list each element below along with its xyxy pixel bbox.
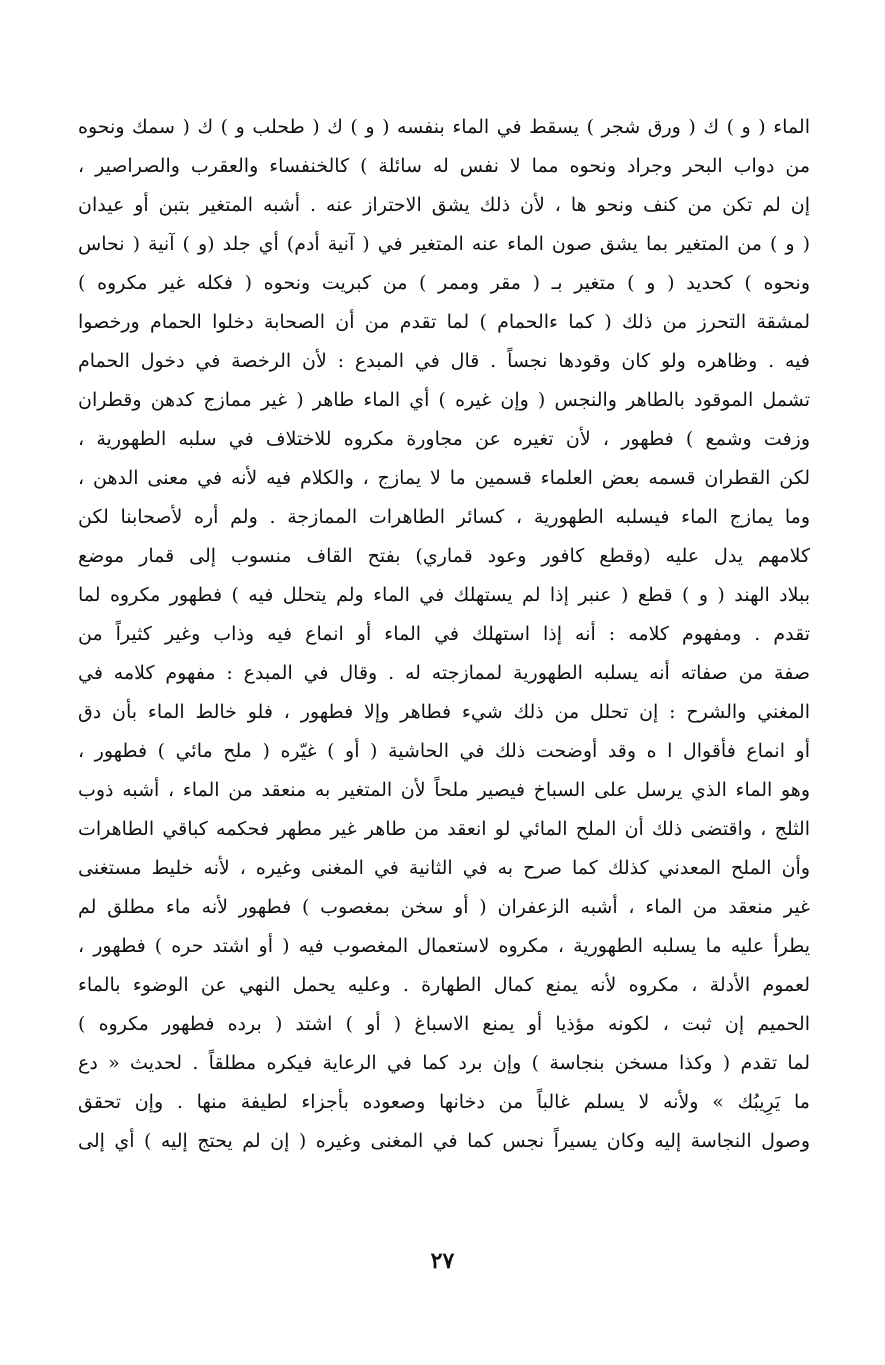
body-text [78, 108, 810, 1161]
text-line: الماء ( و ) ك ( ورق شجر ) يسقط في الماء بنفسه ( و ) ك ( طحلب و ) ك ( سمك ونحوه [78, 116, 810, 138]
text-line: الثلج ، واقتضى ذلك أن الملح المائي لو انعقد من طاهر غير مطهر فحكمه كباقي الطاهرات [78, 818, 810, 840]
text-line: أو انماع فأقوال ا ه وقد أوضحت ذلك في الحاشية ( أو ) غيّره ( ملح مائي ) فطهور ، [78, 740, 810, 762]
text-line: وزفت وشمع ) فطهور ، لأن تغيره عن مجاورة مكروه للاختلاف في سلبه الطهورية ، [78, 428, 810, 450]
text-line: وهو الماء الذي يرسل على السباخ فيصير ملحاً لأن المتغير به منعقد من الماء ، أشبه ذوب [78, 779, 810, 801]
text-line: لكن القطران قسمه بعض العلماء قسمين ما لا يمازج ، والكلام فيه لأنه في معنى الدهن ، [78, 467, 810, 489]
text-line: تشمل الموقود بالطاهر والنجس ( وإن غيره ) أي الماء طاهر ( غير ممازج كدهن وقطران [78, 389, 810, 411]
text-line: ( و ) من المتغير بما يشق صون الماء عنه المتغير في ( آنية أدم) أي جلد (و ) آنية ( نحاس [78, 233, 810, 255]
text-line: صفة من صفاته أنه يسلبه الطهورية لممازجته له . وقال في المبدع : مفهوم كلامه في [78, 662, 810, 684]
text-line: وأن الملح المعدني كذلك كما صرح به في الثانية في المغنى وغيره ، لأنه خليط مستغنى [78, 857, 810, 879]
text-line: لما تقدم ( وكذا مسخن بنجاسة ) وإن برد كما في الرعاية فيكره مطلقاً . لحديث « دع [78, 1052, 810, 1074]
text-line: من دواب البحر وجراد ونحوه مما لا نفس له سائلة ) كالخنفساء والعقرب والصراصير ، [78, 155, 810, 177]
text-line: ونحوه ) كحديد ( و ) متغير بـ ( مقر وممر ) من كبريت ونحوه ( فكله غير مكروه ) [78, 272, 810, 294]
text-line: لمشقة التحرز من ذلك ( كما ءالحمام ) لما تقدم من أن الصحابة دخلوا الحمام ورخصوا [78, 311, 810, 333]
text-line: كلامهم يدل عليه (وقطع كافور وعود قماري) بفتح القاف منسوب إلى قمار موضع [78, 545, 810, 567]
text-line: ببلاد الهند ( و ) قطع ( عنبر إذا لم يستهلك في الماء ولم يتحلل فيه ) فطهور مكروه لما [78, 584, 810, 606]
text-line: وصول النجاسة إليه وكان يسيراً نجس كما في المغنى وغيره ( إن لم يحتج إليه ) أي إلى [78, 1130, 810, 1152]
page-number: ٢٧ [430, 1248, 455, 1274]
text-line: فيه . وظاهره ولو كان وقودها نجساً . قال في المبدع : لأن الرخصة في دخول الحمام [78, 350, 810, 372]
text-line: غير منعقد من الماء ، أشبه الزعفران ( أو سخن بمغصوب ) فطهور لأنه ماء مطلق لم [78, 896, 810, 918]
text-line: يطرأ عليه ما يسلبه الطهورية ، مكروه لاستعمال المغصوب فيه ( أو اشتد حره ) فطهور ، [78, 935, 810, 957]
text-line: ما يَرِيبُك » ولأنه لا يسلم غالباً من دخانها وصعوده بأجزاء لطيفة منها . وإن تحقق [78, 1091, 810, 1113]
text-line: إن لم تكن من كنف ونحو ها ، لأن ذلك يشق الاحتراز عنه . أشبه المتغير بتبن أو عيدان [78, 194, 810, 216]
text-line: وما يمازج الماء فيسلبه الطهورية ، كسائر الطاهرات الممازجة . ولم أره لأصحابنا لكن [78, 506, 810, 528]
text-line: المغني والشرح : إن تحلل من ذلك شيء فطاهر وإلا فطهور ، فلو خالط الماء بأن دق [78, 701, 810, 723]
text-line: الحميم إن ثبت ، لكونه مؤذيا أو يمنع الاسباغ ( أو ) اشتد ( برده فطهور مكروه ) [78, 1013, 810, 1035]
text-line: تقدم . ومفهوم كلامه : أنه إذا استهلك في الماء أو انماع فيه وذاب وغير كثيراً من [78, 623, 810, 645]
text-line: لعموم الأدلة ، مكروه لأنه يمنع كمال الطهارة . وعليه يحمل النهي عن الوضوء بالماء [78, 974, 810, 996]
